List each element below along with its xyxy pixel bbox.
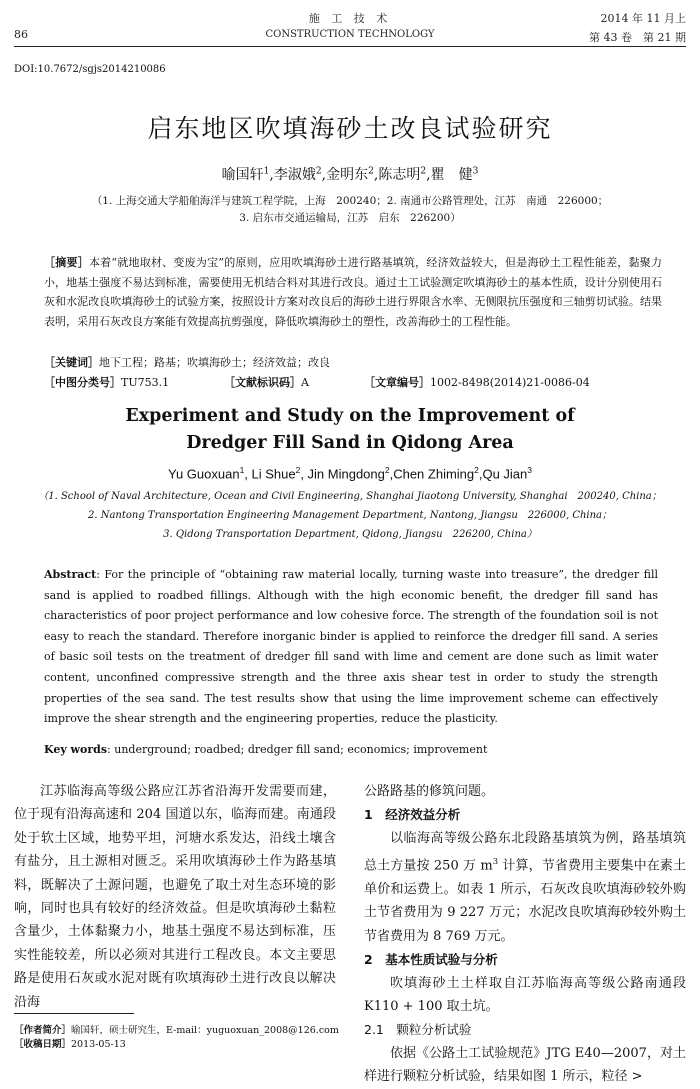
author-bio: 喻国轩，硕士研究生，E-mail：yuguoxuan_2008@126.com (71, 1025, 339, 1036)
abstract-en: Abstract: For the principle of “obtaining raw material locally, turning waste into treasure”, the dredger fill sand is applied to roadbed fillings. Although with the high economic benefit, the dredger fill sand has characteristics of poor project performance and low cohesive force. The strength of the foundation soil is not easy to reach the standard. Therefore inorganic binder is applied to reinforce the dredger fill sand. A series of basic soil tests on the treatment of dredger fill sand with lime and cement are done such as limit water content, unconfined compressive strength and the three axis shear test in order to study the strength properties of the sea sand. The test results show that using the lime improvement scheme can effectively improve the shear strength and the engineering properties, reduce the plasticity. (44, 568, 659, 726)
author-cn: 李淑娥 (273, 167, 316, 183)
section-heading-1: 1 经济效益分析 (364, 807, 461, 823)
body-paragraph: 以临海高等级公路东北段路基填筑为例，路基填筑总土方量按 250 万 $m^3$ 计算，节省费用主要集中在素土单价和运费上。如表 1 所示，石灰改良吹填海砂较外购土节省费用为 9 227 万元；水泥改良吹填海砂较外购土节省费用为 8 769 万元。 (364, 830, 686, 944)
journal-name-en: CONSTRUCTION TECHNOLOGY (265, 29, 435, 40)
section-heading-2: 2 基本性质试验与分析 (364, 952, 498, 968)
authors-cn: 喻国轩$^1$,李淑娥$^2$,金明东$^2$,陈志明$^2$,瞿 健$^3$ (221, 166, 479, 183)
author-cn: 陈志明 (378, 167, 421, 183)
volume-issue: 第 43 卷 第 21 期 (589, 31, 686, 44)
header-rule (14, 46, 686, 47)
keywords-en: Key words: underground; roadbed; dredger fill sand; economics; improvement (44, 743, 488, 756)
author-en: Qu Jian (482, 466, 528, 482)
section-heading-2-1: 2.1 颗粒分析试验 (364, 1022, 472, 1038)
author-en: Chen Zhiming (393, 466, 475, 482)
author-en: Yu Guoxuan (168, 466, 240, 482)
authors-en: Yu Guoxuan$^1$, Li Shue$^2$, Jin Mingdong$^2$,Chen Zhiming$^2$,Qu Jian$^3$ (168, 465, 532, 482)
body-continuation: 公路路基的修筑问题。 (364, 784, 495, 799)
affiliations-cn: （1. 上海交通大学船舶海洋与建筑工程学院，上海 200240；2. 南通市公路管理处，江苏 南通 226000； 3. 启东市交通运输局，江苏 启东 226200） (91, 195, 609, 224)
page-number: 86 (14, 28, 28, 41)
doc-code: A (301, 376, 309, 389)
body-paragraph: 依据《公路土工试验规范》JTG E40—2007，对土样进行颗粒分析试验，结果如图 1 所示，粒径 > (364, 1045, 686, 1085)
keywords-cn: ［关键词］地下工程；路基；吹填海砂土；经济效益；改良 (44, 356, 330, 369)
author-cn: 瞿 健 (430, 167, 473, 183)
author-cn: 喻国轩 (221, 167, 264, 183)
title-cn: 启东地区吹填海砂土改良试验研究 (147, 114, 553, 143)
author-cn: 金明东 (326, 167, 369, 183)
body-right-column (364, 780, 686, 1089)
body-paragraph: 吹填海砂土土样取自江苏临海高等级公路南通段 K110 + 100 取土坑。 (364, 975, 686, 1014)
affiliations-en: （1. School of Naval Architecture, Ocean and Civil Engineering, Shanghai Jiaotong University, Shanghai 200240, China； 2. Nantong Transportation Engineering Management Department, Nantong, Jiangsu 226000, China； 3. Qidong Transportation Department, Qidong, Jiangsu 226200, China） (38, 491, 662, 540)
title-en: Experiment and Study on the Improvement of Dredger Fill Sand in Qidong Area (125, 406, 575, 453)
clc-number: TU753.1 (121, 376, 170, 389)
body-paragraph: 江苏临海高等级公路应江苏省沿海开发需要而建，位于现有沿海高速和 204 国道以东，临海而建。南通段处于软土区域，地势平坦，河塘水系发达，沿线土壤含有盐分，且土源相对匮乏。采用吹填海砂土作为路基填料，既解决了土源问题，也避免了取土对生态环境的影响，同时也具有较好的经济效益。但是吹填海砂土黏粒含量少，土体黏聚力小，地基土强度不易达到标准，压实性能较差，所以必须对其进行工程改良。本文主要思路是使用石灰或水泥对既有吹填海砂土进行改良以解决沿海 (14, 784, 336, 1010)
received-date: 2013-05-13 (71, 1039, 126, 1050)
footnote-rule (14, 1013, 134, 1014)
issue-date: 2014 年 11 月上 (600, 12, 686, 25)
footnotes: ［作者简介］喻国轩，硕士研究生，E-mail：yuguoxuan_2008@126.com ［收稿日期］2013-05-13 (14, 1025, 339, 1050)
body-left-column (14, 780, 336, 1014)
journal-name-cn: 施 工 技 术 (308, 12, 392, 25)
abstract-cn: ［摘要］本着“就地取材、变废为宝”的原则，应用吹填海砂土进行路基填筑，经济效益较大，但是海砂土工程性能差，黏聚力小，地基土强度不易达到标准，需要使用无机结合料对其进行改良。通过土工试验测定吹填海砂土的基本性质，设计分别使用石灰和水泥改良吹填海砂土的试验方案，按照设计方案对改良后的海砂土进行界限含水率、无侧限抗压强度和三轴剪切试验。结果表明，采用石灰改良方案能有效提高抗剪强度，降低吹填海砂土的塑性，改善海砂土的工程性能。 (44, 256, 663, 328)
doi: DOI:10.7672/sgjs2014210086 (14, 64, 166, 75)
author-en: Li Shue (251, 466, 296, 482)
author-en: Jin Mingdong (307, 466, 385, 482)
article-number: 1002-8498(2014)21-0086-04 (430, 376, 590, 389)
